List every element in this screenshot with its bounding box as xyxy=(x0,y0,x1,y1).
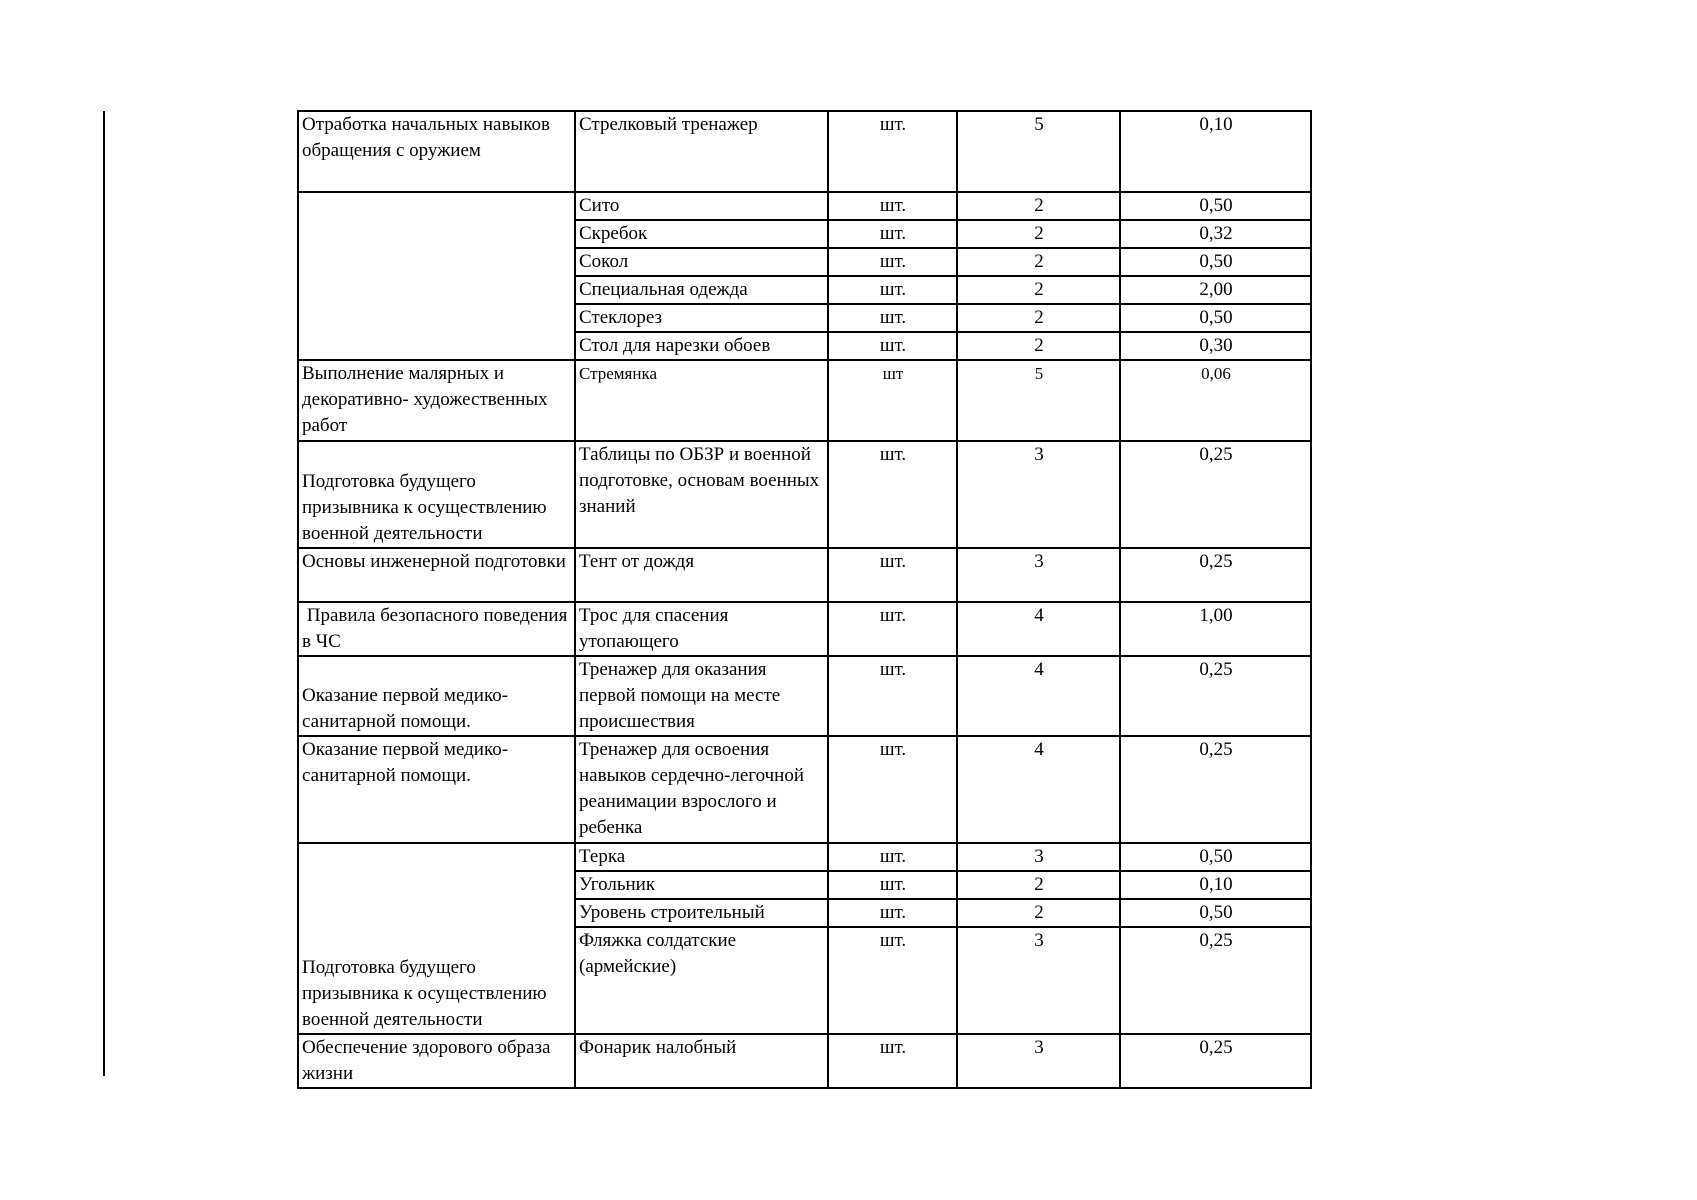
rate-cell: 0,10 xyxy=(1120,871,1311,899)
table-row xyxy=(298,602,1311,656)
unit-cell: шт. xyxy=(828,871,957,899)
table-row xyxy=(298,1034,1311,1088)
item-cell: Тренажер для освоения навыков сердечно-легочной реанимации взрослого и ребенка xyxy=(575,736,828,843)
quantity-cell: 2 xyxy=(957,332,1120,360)
item-cell: Фонарик налобный xyxy=(575,1034,828,1088)
unit-cell: шт. xyxy=(828,111,957,192)
quantity-cell: 5 xyxy=(957,360,1120,441)
quantity-cell: 2 xyxy=(957,304,1120,332)
rate-cell: 0,50 xyxy=(1120,248,1311,276)
rate-cell: 0,25 xyxy=(1120,656,1311,736)
section-cell: Основы инженерной подготовки xyxy=(298,548,575,602)
rate-cell: 2,00 xyxy=(1120,276,1311,304)
section-cell: Подготовка будущего призывника к осуществлению военной деятельности xyxy=(298,843,575,1034)
unit-cell: шт. xyxy=(828,656,957,736)
item-cell: Сокол xyxy=(575,248,828,276)
quantity-cell: 4 xyxy=(957,736,1120,843)
quantity-cell: 2 xyxy=(957,276,1120,304)
quantity-cell: 2 xyxy=(957,220,1120,248)
section-cell: Обеспечение здорового образа жизни xyxy=(298,1034,575,1088)
rate-cell: 0,25 xyxy=(1120,441,1311,548)
quantity-cell: 3 xyxy=(957,1034,1120,1088)
unit-cell: шт. xyxy=(828,441,957,548)
item-cell: Стрелковый тренажер xyxy=(575,111,828,192)
quantity-cell: 2 xyxy=(957,192,1120,220)
unit-cell: шт. xyxy=(828,899,957,927)
section-cell: Оказание первой медико-санитарной помощи. xyxy=(298,736,575,843)
equipment-table xyxy=(297,110,1312,1089)
item-cell: Тренажер для оказания первой помощи на месте происшествия xyxy=(575,656,828,736)
unit-cell: шт. xyxy=(828,248,957,276)
rate-cell: 0,06 xyxy=(1120,360,1311,441)
unit-cell: шт xyxy=(828,360,957,441)
unit-cell: шт. xyxy=(828,548,957,602)
item-cell: Стол для нарезки обоев xyxy=(575,332,828,360)
rate-cell: 0,50 xyxy=(1120,843,1311,871)
rate-cell: 0,50 xyxy=(1120,899,1311,927)
quantity-cell: 4 xyxy=(957,602,1120,656)
rate-cell: 0,25 xyxy=(1120,927,1311,1034)
item-cell: Терка xyxy=(575,843,828,871)
rate-cell: 1,00 xyxy=(1120,602,1311,656)
page-margin-line xyxy=(103,111,105,1076)
quantity-cell: 2 xyxy=(957,248,1120,276)
item-cell: Трос для спасения утопающего xyxy=(575,602,828,656)
table-row xyxy=(298,192,1311,220)
item-cell: Уровень строительный xyxy=(575,899,828,927)
item-cell: Стеклорез xyxy=(575,304,828,332)
unit-cell: шт. xyxy=(828,276,957,304)
unit-cell: шт. xyxy=(828,220,957,248)
unit-cell: шт. xyxy=(828,927,957,1034)
rate-cell: 0,25 xyxy=(1120,1034,1311,1088)
quantity-cell: 4 xyxy=(957,656,1120,736)
quantity-cell: 3 xyxy=(957,441,1120,548)
item-cell: Специальная одежда xyxy=(575,276,828,304)
rate-cell: 0,32 xyxy=(1120,220,1311,248)
item-cell: Стремянка xyxy=(575,360,828,441)
unit-cell: шт. xyxy=(828,843,957,871)
table-row xyxy=(298,360,1311,441)
unit-cell: шт. xyxy=(828,332,957,360)
table-row xyxy=(298,441,1311,548)
quantity-cell: 3 xyxy=(957,927,1120,1034)
table-row xyxy=(298,656,1311,736)
quantity-cell: 2 xyxy=(957,871,1120,899)
rate-cell: 0,25 xyxy=(1120,736,1311,843)
rate-cell: 0,50 xyxy=(1120,304,1311,332)
section-cell: Правила безопасного поведения в ЧС xyxy=(298,602,575,656)
quantity-cell: 3 xyxy=(957,843,1120,871)
section-cell xyxy=(298,192,575,360)
rate-cell: 0,25 xyxy=(1120,548,1311,602)
quantity-cell: 5 xyxy=(957,111,1120,192)
quantity-cell: 2 xyxy=(957,899,1120,927)
unit-cell: шт. xyxy=(828,1034,957,1088)
unit-cell: шт. xyxy=(828,192,957,220)
table-row xyxy=(298,843,1311,871)
section-cell: Подготовка будущего призывника к осуществлению военной деятельности xyxy=(298,441,575,548)
section-cell: Оказание первой медико-санитарной помощи. xyxy=(298,656,575,736)
rate-cell: 0,30 xyxy=(1120,332,1311,360)
quantity-cell: 3 xyxy=(957,548,1120,602)
section-cell: Отработка начальных навыков обращения с оружием xyxy=(298,111,575,192)
item-cell: Сито xyxy=(575,192,828,220)
item-cell: Тент от дождя xyxy=(575,548,828,602)
table-row xyxy=(298,111,1311,192)
item-cell: Угольник xyxy=(575,871,828,899)
item-cell: Фляжка солдатские (армейские) xyxy=(575,927,828,1034)
rate-cell: 0,50 xyxy=(1120,192,1311,220)
item-cell: Таблицы по ОБЗР и военной подготовке, основам военных знаний xyxy=(575,441,828,548)
table-row xyxy=(298,736,1311,843)
unit-cell: шт. xyxy=(828,602,957,656)
unit-cell: шт. xyxy=(828,304,957,332)
table-row xyxy=(298,548,1311,602)
item-cell: Скребок xyxy=(575,220,828,248)
unit-cell: шт. xyxy=(828,736,957,843)
rate-cell: 0,10 xyxy=(1120,111,1311,192)
section-cell: Выполнение малярных и декоративно- художественных работ xyxy=(298,360,575,441)
